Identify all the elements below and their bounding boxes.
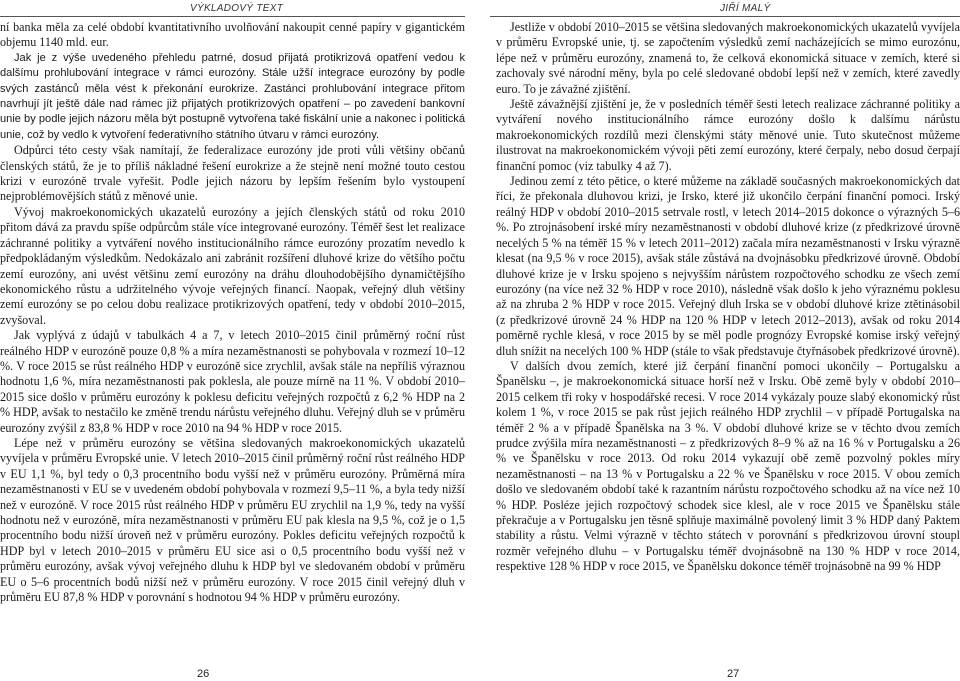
left-page-text (0, 20, 465, 605)
paragraph: Ještě závažnější zjištění je, že v posledních téměř šesti letech realizace záchranné politiky a vytváření nového institucionálního rámce eurozóny došlo k dalšímu nárůstu makroekonomických rozdílů mezi členskými státy měnové unie. Tuto skutečnost můžeme ilustrovat na makroekonomickém vývoji pěti zemí eurozóny, které čerpaly, nebo dosud čerpají finanční pomoc (viz tabulky 4 až 7). (496, 97, 960, 173)
running-header-left: VÝKLADOVÝ TEXT (190, 3, 284, 14)
running-header-right: JIŘÍ MALÝ (720, 3, 771, 14)
paragraph: ní banka měla za celé období kvantitativního uvolňování nakoupit cenné papíry v gigantickém objemu 1140 mld. eur. (0, 20, 465, 50)
paragraph: Jak je z výše uvedeného přehledu patrné, dosud přijatá protikrizová opatření vedou k dalšímu prohlubování integrace v rámci eurozóny. Stále užší integrace eurozóny by podle svých zastánců měla vést k překonání eurokrize. Zastánci prohlubování integrace přitom navrhují jít ještě dále nad rámec již přijatých protikrizových opatření – po zavedení bankovní unie by podle jejich názoru měla být postupně vytvořena také fiskální unie a nakonec i politická unie, což by vedlo k vytvoření federativního státního útvaru v rámci eurozóny. (0, 51, 465, 141)
paragraph: Odpůrci této cesty však namítají, že federalizace eurozóny jde proti vůli většiny občanů členských států, že je to příliš nákladné řešení eurokrize a že stejně není možné touto cestou krizi v eurozóně trvale vyřešit. Podle jejich názoru by lepším řešením bylo vystoupení nejproblémovějších států z měnové unie. (0, 143, 465, 204)
page-number-left: 26 (197, 668, 210, 680)
paragraph: Jak vyplývá z údajů v tabulkách 4 a 7, v letech 2010–2015 činil průměrný roční růst reálného HDP v eurozóně pouze 0,8 % a míra nezaměstnanosti se pohybovala v rozmezí 10–12 %. V roce 2015 se růst reálného HDP v eurozóně sice zrychlil, avšak stále na nepříliš výraznou hodnotu 1,6 %, míra nezaměstnanosti pak poklesla, ale pouze mírně na 11 %. V období 2010–2015 sice došlo v průměru eurozóny k poklesu deficitu veřejných rozpočtů z 6,2 % HDP na 2 % HDP, avšak to nestačilo ke změně trendu nárůstu veřejného dluhu. Veřejný dluh se v průměru eurozóny zvýšil z 83,8 % HDP v roce 2010 na 94 % HDP v roce 2015. (0, 328, 465, 435)
paragraph: Jestliže v období 2010–2015 se většina sledovaných makroekonomických ukazatelů vyvíjela v průměru Evropské unie, tj. se započtením výsledků zemí nacházejících se mimo eurozónu, lépe než v průměru eurozóny, znamená to, že celková ekonomická situace v zemích, které si zachovaly své národní měny, byla po celé sledované období lepší než v zemích, které zavedly euro. To je závažné zjištění. (496, 20, 960, 96)
paragraph: Vývoj makroekonomických ukazatelů eurozóny a jejích členských států od roku 2010 přitom dává za pravdu spíše odpůrcům stále více integrované eurozóny. Téměř šest let realizace záchranné politiky a vytváření nového institucionálního rámce eurozóny prozatím nevedlo k předpokládaným výsledkům. Nedokázalo ani zabránit rozšíření dluhové krize do většího počtu zemí eurozóny, ani uvést většinu zemí eurozóny na dráhu dlouhodobějšího dynamičtějšího ekonomického růstu a udržitelného vývoje veřejných financí. Naopak, veřejný dluh většiny zemí eurozóny se po celou dobu realizace protikrizových opatření, tedy v období 2010–2015, zvyšoval. (0, 204, 465, 327)
paragraph: Lépe než v průměru eurozóny se většina sledovaných makroekonomických ukazatelů vyvíjela v průměru Evropské unie. V letech 2010–2015 činil průměrný roční růst reálného HDP v EU 1,1 %, byl tedy o 0,3 procentního bodu vyšší než v průměru eurozóny. Průměrná míra nezaměstnanosti v EU se v uvedeném období pohybovala v rozmezí 9,5–11 %, a byla tedy nižší než v eurozóně. V roce 2015 růst reálného HDP v průměru EU zrychlil na 1,9 %, tedy na vyšší hodnotu než v eurozóně, míra nezaměstnanosti v průměru EU pak klesla na 9,5 %, což je o 1,5 procentního bodu nižší úroveň než v průměru eurozóny. Pokles deficitu veřejných rozpočtů k HDP byl v letech 2010–2015 v průměru EU sice asi o 0,5 procentního bodu vyšší než v průměru eurozóny, avšak vývoj veřejného dluhu k HDP byl ve sledovaném období v průměru EU o 5–6 procentních bodů nižší než v průměru eurozóny. V roce 2015 činil veřejný dluh v průměru EU 87,8 % HDP v porovnání s hodnotou 94 % HDP v průměru eurozóny. (0, 435, 465, 605)
page-number-right: 27 (727, 668, 740, 680)
right-page-text (496, 20, 960, 575)
paragraph: V dalších dvou zemích, které již čerpání finanční pomoci ukončily – Portugalsku a Španělsku –, je makroekonomická situace horší než v Irsku. Obě země byly v období 2010–2015 celkem tři roky v hospodářské recesi. V roce 2014 vykázaly pouze slabý ekonomický růst kolem 1 %, v roce 2015 se pak růst jejich reálného HDP zrychlil – v případě Portugalska na téměř 2 % a v případě Španělska na 3 %. V období dluhové krize se v těchto dvou zemích prudce zvýšila míra nezaměstnanosti – z předkrizových 8–9 % až na 16 % v Portugalsku a 26 % ve Španělsku v roce 2013. Od roku 2014 vykazují obě země pozvolný pokles míry nezaměstnanosti – na 13 % v Portugalsku a 22 % ve Španělsku v roce 2015. V obou zemích došlo ve sledovaném období také k razantním nárůstu rozpočtového schodku až na více než 10 % HDP. Posléze jejich rozpočtový schodek sice klesl, ale v roce 2015 ve Španělsku stále překračuje a v Portugalsku jen těsně splňuje maximálně povolený limit 3 % HDP daný Paktem stability a růstu. Velmi výrazně v těchto státech v porovnání s předkrizovou úrovní stoupl rozměr veřejného dluhu – v Portugalsku téměř dvojnásobně na 130 % HDP v roce 2014, respektive 128 % HDP v roce 2015, ve Španělsku dokonce téměř trojnásobně na 99 % HDP (496, 358, 960, 574)
header-divider-left (0, 16, 465, 17)
header-divider-right (490, 16, 960, 17)
paragraph: Jedinou zemí z této pětice, o které můžeme na základě současných makroekonomických dat říci, že překonala dluhovou krizi, je Irsko, které již ukončilo čerpání finanční pomoci. Irský reálný HDP v období 2010–2015 setrvale rostl, v letech 2014–2015 dokonce o výrazných 5–6 %. Po ztrojnásobení irské míry nezaměstnanosti v období dluhové krize (z předkrizové úrovně necelých 5 % na téměř 15 % v letech 2011–2012) začala míra nezaměstnanosti v Irsku výrazně klesat (na 9,5 % v roce 2015), avšak stále zůstává na dvojnásobku předkrizové úrovně. Období dluhové krize je v Irsku spojeno s nejvyšším nárůstem rozpočtového schodku ze všech zemí eurozóny (na více než 32 % HDP v roce 2010), následně však došlo k jeho výraznému poklesu až na zhruba 2 % HDP v roce 2015. Veřejný dluh Irska se v období dluhové krize ztětinásobil (z předkrizové úrovně 24 % HDP na 120 % HDP v letech 2012–2013), avšak od roku 2014 poměrně rychle klesá, v roce 2015 by se měl podle prognózy Evropské komise irský veřejný dluh snížit na necelých 100 % HDP (stále to však představuje čtyřnásobek předkrizové úrovně). (496, 174, 960, 358)
